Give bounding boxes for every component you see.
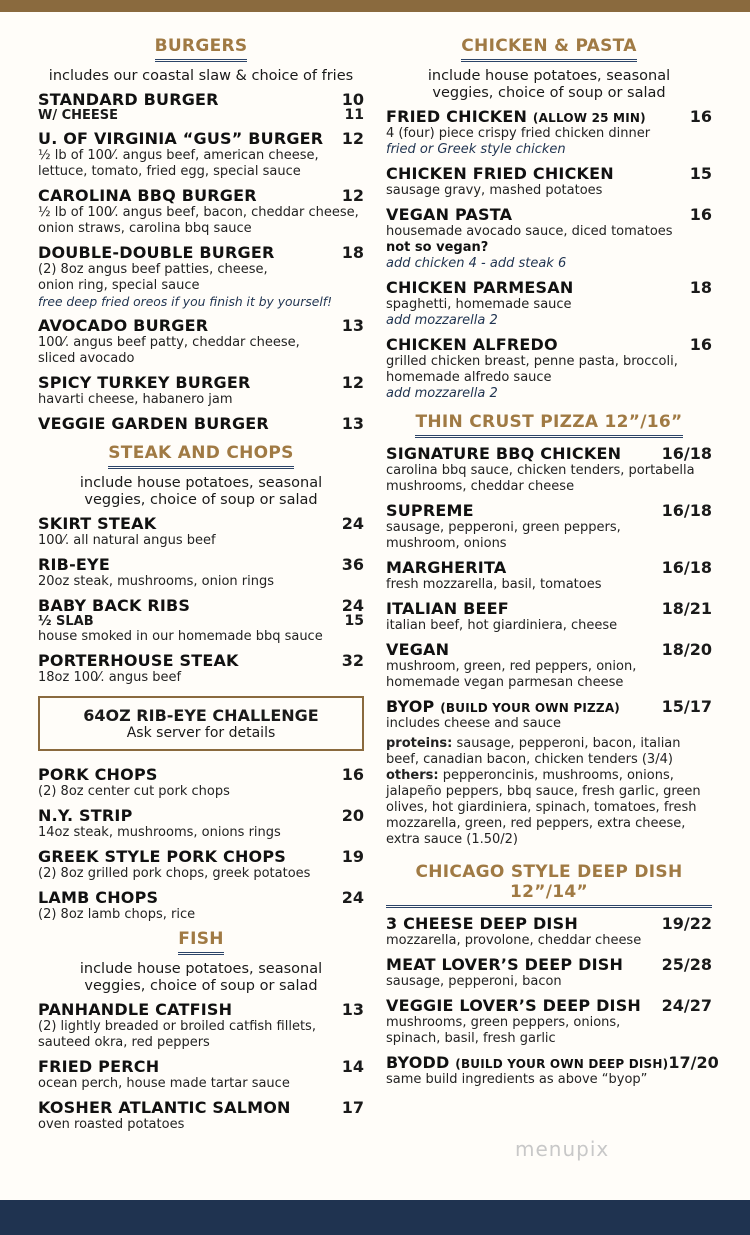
item-name: PORK CHOPS bbox=[38, 765, 158, 784]
item-price: 17 bbox=[341, 1098, 364, 1117]
bottom-border bbox=[0, 1200, 750, 1235]
item-name: PANHANDLE CATFISH bbox=[38, 1000, 233, 1019]
item-price: 16 bbox=[341, 765, 364, 784]
menu-item bbox=[38, 765, 364, 800]
item-name: SUPREME bbox=[386, 501, 474, 520]
item-desc: 100⁄. angus beef patty, cheddar cheese, sliced avocado bbox=[38, 335, 300, 366]
item-desc: (2) 8oz angus beef patties, cheese, onion ring, special sauce bbox=[38, 262, 268, 293]
menu-item bbox=[38, 847, 364, 882]
right-column bbox=[386, 36, 719, 1094]
item-price: 19 bbox=[341, 847, 364, 866]
item-price: 13 bbox=[341, 1000, 364, 1019]
item-name: BYODD bbox=[386, 1053, 450, 1072]
proteins-list: sausage, pepperoni, bacon, italian beef, canadian bacon, chicken tenders (3/4) bbox=[386, 736, 681, 767]
item-bold-note: not so vegan? bbox=[386, 240, 489, 255]
menu-item bbox=[386, 278, 712, 329]
challenge-title: 64OZ RIB-EYE CHALLENGE bbox=[83, 706, 319, 725]
item-price: 13 bbox=[341, 316, 364, 335]
item-price: 12 bbox=[341, 373, 364, 392]
menu-item bbox=[38, 651, 364, 686]
item-note: add mozzarella 2 bbox=[386, 386, 498, 401]
item-price: 16/18 bbox=[661, 501, 712, 520]
menu-item bbox=[38, 414, 364, 433]
item-variant-price: 11 bbox=[344, 107, 364, 123]
thin-crust-pizza-section bbox=[386, 412, 712, 848]
challenge-box bbox=[38, 696, 364, 751]
item-note: fried or Greek style chicken bbox=[386, 142, 566, 157]
item-desc: 4 (four) piece crispy fried chicken dinner bbox=[386, 126, 651, 141]
menu-item bbox=[386, 164, 712, 199]
item-desc: (2) 8oz grilled pork chops, greek potatoes bbox=[38, 866, 311, 881]
item-price: 10 bbox=[341, 90, 364, 109]
item-variant: W/ CHEESE bbox=[38, 108, 119, 123]
menu-item bbox=[38, 373, 364, 408]
item-price: 16 bbox=[689, 205, 712, 224]
menu-item bbox=[386, 335, 712, 402]
menu-item bbox=[386, 444, 712, 495]
item-price: 15/17 bbox=[661, 697, 712, 716]
menu-item bbox=[386, 996, 712, 1047]
menu-item bbox=[386, 107, 712, 158]
item-name: BABY BACK RIBS bbox=[38, 596, 191, 615]
section-title: STEAK AND CHOPS bbox=[108, 443, 293, 469]
item-name: CHICKEN PARMESAN bbox=[386, 278, 574, 297]
item-name: MARGHERITA bbox=[386, 558, 507, 577]
menu-item bbox=[386, 1053, 719, 1088]
item-desc: oven roasted potatoes bbox=[38, 1117, 185, 1132]
deep-dish-section bbox=[386, 862, 719, 1088]
item-price: 16/18 bbox=[661, 558, 712, 577]
item-name: 3 CHEESE DEEP DISH bbox=[386, 914, 578, 933]
item-desc: sausage, pepperoni, green peppers, mushroom, onions bbox=[386, 520, 621, 551]
item-price: 15 bbox=[689, 164, 712, 183]
menu-item bbox=[38, 129, 364, 180]
item-desc: fresh mozzarella, basil, tomatoes bbox=[386, 577, 602, 592]
item-price: 24 bbox=[341, 514, 364, 533]
item-name: SKIRT STEAK bbox=[38, 514, 157, 533]
item-desc: mushroom, green, red peppers, onion, homemade vegan parmesan cheese bbox=[386, 659, 637, 690]
item-desc: housemade avocado sauce, diced tomatoes bbox=[386, 224, 673, 239]
menu-item bbox=[38, 316, 364, 367]
section-title: BURGERS bbox=[155, 36, 248, 62]
menu-item bbox=[38, 1000, 364, 1051]
item-price: 14 bbox=[341, 1057, 364, 1076]
item-desc: same build ingredients as above “byop” bbox=[386, 1072, 648, 1087]
item-desc: ½ lb of 100⁄. angus beef, american cheese, lettuce, tomato, fried egg, special sauce bbox=[38, 148, 319, 179]
item-variant-price: 15 bbox=[344, 613, 364, 629]
menu-item bbox=[38, 186, 364, 237]
section-title: CHICAGO STYLE DEEP DISH 12”/14” bbox=[386, 862, 712, 908]
burgers-section bbox=[38, 36, 364, 433]
item-desc: sausage gravy, mashed potatoes bbox=[386, 183, 603, 198]
others-label: others: bbox=[386, 768, 439, 783]
item-name: FRIED PERCH bbox=[38, 1057, 160, 1076]
item-price: 24/27 bbox=[661, 996, 712, 1015]
item-name: FRIED CHICKEN bbox=[386, 107, 528, 126]
item-name: ITALIAN BEEF bbox=[386, 599, 509, 618]
menu-item bbox=[386, 955, 712, 990]
item-desc: carolina bbq sauce, chicken tenders, portabella mushrooms, cheddar cheese bbox=[386, 463, 695, 494]
item-name: AVOCADO BURGER bbox=[38, 316, 209, 335]
section-title: THIN CRUST PIZZA 12”/16” bbox=[415, 412, 682, 438]
item-price: 25/28 bbox=[661, 955, 712, 974]
challenge-desc: Ask server for details bbox=[126, 725, 276, 741]
chicken-pasta-section bbox=[386, 36, 712, 402]
item-desc: house smoked in our homemade bbq sauce bbox=[38, 629, 323, 644]
item-desc: 20oz steak, mushrooms, onion rings bbox=[38, 574, 275, 589]
section-title: CHICKEN & PASTA bbox=[461, 36, 636, 62]
item-name: SPICY TURKEY BURGER bbox=[38, 373, 251, 392]
item-desc: havarti cheese, habanero jam bbox=[38, 392, 233, 407]
item-name: STANDARD BURGER bbox=[38, 90, 219, 109]
item-name: CHICKEN FRIED CHICKEN bbox=[386, 164, 614, 183]
item-price: 20 bbox=[341, 806, 364, 825]
item-name: N.Y. STRIP bbox=[38, 806, 133, 825]
menu-item bbox=[386, 205, 712, 272]
item-price: 16 bbox=[689, 335, 712, 354]
item-desc: 100⁄. all natural angus beef bbox=[38, 533, 216, 548]
others-list: pepperoncinis, mushrooms, onions, jalapeño peppers, bbq sauce, fresh garlic, green olives, hot giardiniera, spinach, tomatoes, fresh mozzarella, green, red peppers, extra cheese, extra sauce (1.50/2) bbox=[386, 768, 701, 847]
item-price: 19/22 bbox=[661, 914, 712, 933]
menu-item bbox=[38, 806, 364, 841]
menu-item bbox=[386, 640, 712, 691]
item-price: 16/18 bbox=[661, 444, 712, 463]
item-name: SIGNATURE BBQ CHICKEN bbox=[386, 444, 622, 463]
item-name: KOSHER ATLANTIC SALMON bbox=[38, 1098, 291, 1117]
item-price: 18 bbox=[689, 278, 712, 297]
byop-proteins bbox=[386, 736, 712, 768]
item-price: 12 bbox=[341, 186, 364, 205]
item-name: VEGGIE GARDEN BURGER bbox=[38, 414, 269, 433]
menu-item bbox=[38, 243, 364, 310]
menu-item bbox=[386, 914, 712, 949]
watermark: menupix bbox=[515, 1137, 610, 1161]
item-name: CHICKEN ALFREDO bbox=[386, 335, 558, 354]
item-price: 36 bbox=[341, 555, 364, 574]
item-desc: (2) 8oz lamb chops, rice bbox=[38, 907, 196, 922]
section-title: FISH bbox=[178, 929, 224, 955]
item-name: LAMB CHOPS bbox=[38, 888, 159, 907]
item-desc: (2) 8oz center cut pork chops bbox=[38, 784, 230, 799]
item-desc: mushrooms, green peppers, onions, spinach, basil, fresh garlic bbox=[386, 1015, 621, 1046]
item-desc: ½ lb of 100⁄. angus beef, bacon, cheddar cheese, onion straws, carolina bbq sauce bbox=[38, 205, 359, 236]
menu-item bbox=[386, 558, 712, 593]
item-price: 17/20 bbox=[668, 1053, 719, 1072]
item-desc: 14oz steak, mushrooms, onions rings bbox=[38, 825, 281, 840]
item-note: add mozzarella 2 bbox=[386, 313, 498, 328]
item-price: 18/21 bbox=[661, 599, 712, 618]
section-note: include house potatoes, seasonal veggies, choice of soup or salad bbox=[79, 475, 323, 508]
menu-item bbox=[386, 599, 712, 634]
left-column bbox=[38, 36, 364, 1139]
item-price: 13 bbox=[341, 414, 364, 433]
menu-item bbox=[38, 596, 364, 645]
top-border bbox=[0, 0, 750, 12]
menu-item bbox=[38, 90, 364, 123]
item-name: VEGAN PASTA bbox=[386, 205, 513, 224]
fish-section bbox=[38, 929, 364, 1133]
item-note: add chicken 4 - add steak 6 bbox=[386, 256, 567, 271]
item-desc: mozzarella, provolone, cheddar cheese bbox=[386, 933, 642, 948]
item-name: CAROLINA BBQ BURGER bbox=[38, 186, 257, 205]
item-name-detail: (ALLOW 25 MIN) bbox=[532, 111, 646, 125]
item-name: BYOP bbox=[386, 697, 435, 716]
item-desc: grilled chicken breast, penne pasta, broccoli, homemade alfredo sauce bbox=[386, 354, 678, 385]
item-desc: ocean perch, house made tartar sauce bbox=[38, 1076, 290, 1091]
item-price: 12 bbox=[341, 129, 364, 148]
item-name: GREEK STYLE PORK CHOPS bbox=[38, 847, 287, 866]
item-price: 32 bbox=[341, 651, 364, 670]
menu-item bbox=[38, 1098, 364, 1133]
item-price: 24 bbox=[341, 888, 364, 907]
byop-others bbox=[386, 768, 712, 848]
item-name-detail: (BUILD YOUR OWN PIZZA) bbox=[440, 701, 620, 715]
menu-item bbox=[38, 1057, 364, 1092]
item-note: free deep fried oreos if you finish it by yourself! bbox=[38, 295, 332, 309]
item-desc: (2) lightly breaded or broiled catfish fillets, sauteed okra, red peppers bbox=[38, 1019, 316, 1050]
item-name: RIB-EYE bbox=[38, 555, 110, 574]
item-name: U. OF VIRGINIA “GUS” BURGER bbox=[38, 129, 324, 148]
item-desc: spaghetti, homemade sauce bbox=[386, 297, 572, 312]
item-price: 16 bbox=[689, 107, 712, 126]
item-desc: italian beef, hot giardiniera, cheese bbox=[386, 618, 618, 633]
proteins-label: proteins: bbox=[386, 736, 453, 751]
item-desc: includes cheese and sauce bbox=[386, 716, 562, 731]
item-price: 18 bbox=[341, 243, 364, 262]
section-note: include house potatoes, seasonal veggies, choice of soup or salad bbox=[427, 68, 671, 101]
steak-section bbox=[38, 443, 364, 923]
section-note: includes our coastal slaw & choice of fries bbox=[48, 68, 354, 84]
menu-item bbox=[38, 888, 364, 923]
menu-item bbox=[386, 501, 712, 552]
menu-item bbox=[386, 697, 712, 848]
item-name: PORTERHOUSE STEAK bbox=[38, 651, 239, 670]
item-price: 24 bbox=[341, 596, 364, 615]
item-name: DOUBLE-DOUBLE BURGER bbox=[38, 243, 275, 262]
section-note: include house potatoes, seasonal veggies, choice of soup or salad bbox=[79, 961, 323, 994]
item-name: MEAT LOVER’S DEEP DISH bbox=[386, 955, 624, 974]
menu-item bbox=[38, 514, 364, 549]
item-name: VEGGIE LOVER’S DEEP DISH bbox=[386, 996, 642, 1015]
item-variant: ½ SLAB bbox=[38, 614, 94, 629]
item-desc: 18oz 100⁄. angus beef bbox=[38, 670, 182, 685]
item-desc: sausage, pepperoni, bacon bbox=[386, 974, 562, 989]
item-name-detail: (BUILD YOUR OWN DEEP DISH) bbox=[455, 1057, 669, 1071]
menu-item bbox=[38, 555, 364, 590]
item-name: VEGAN bbox=[386, 640, 450, 659]
item-price: 18/20 bbox=[661, 640, 712, 659]
